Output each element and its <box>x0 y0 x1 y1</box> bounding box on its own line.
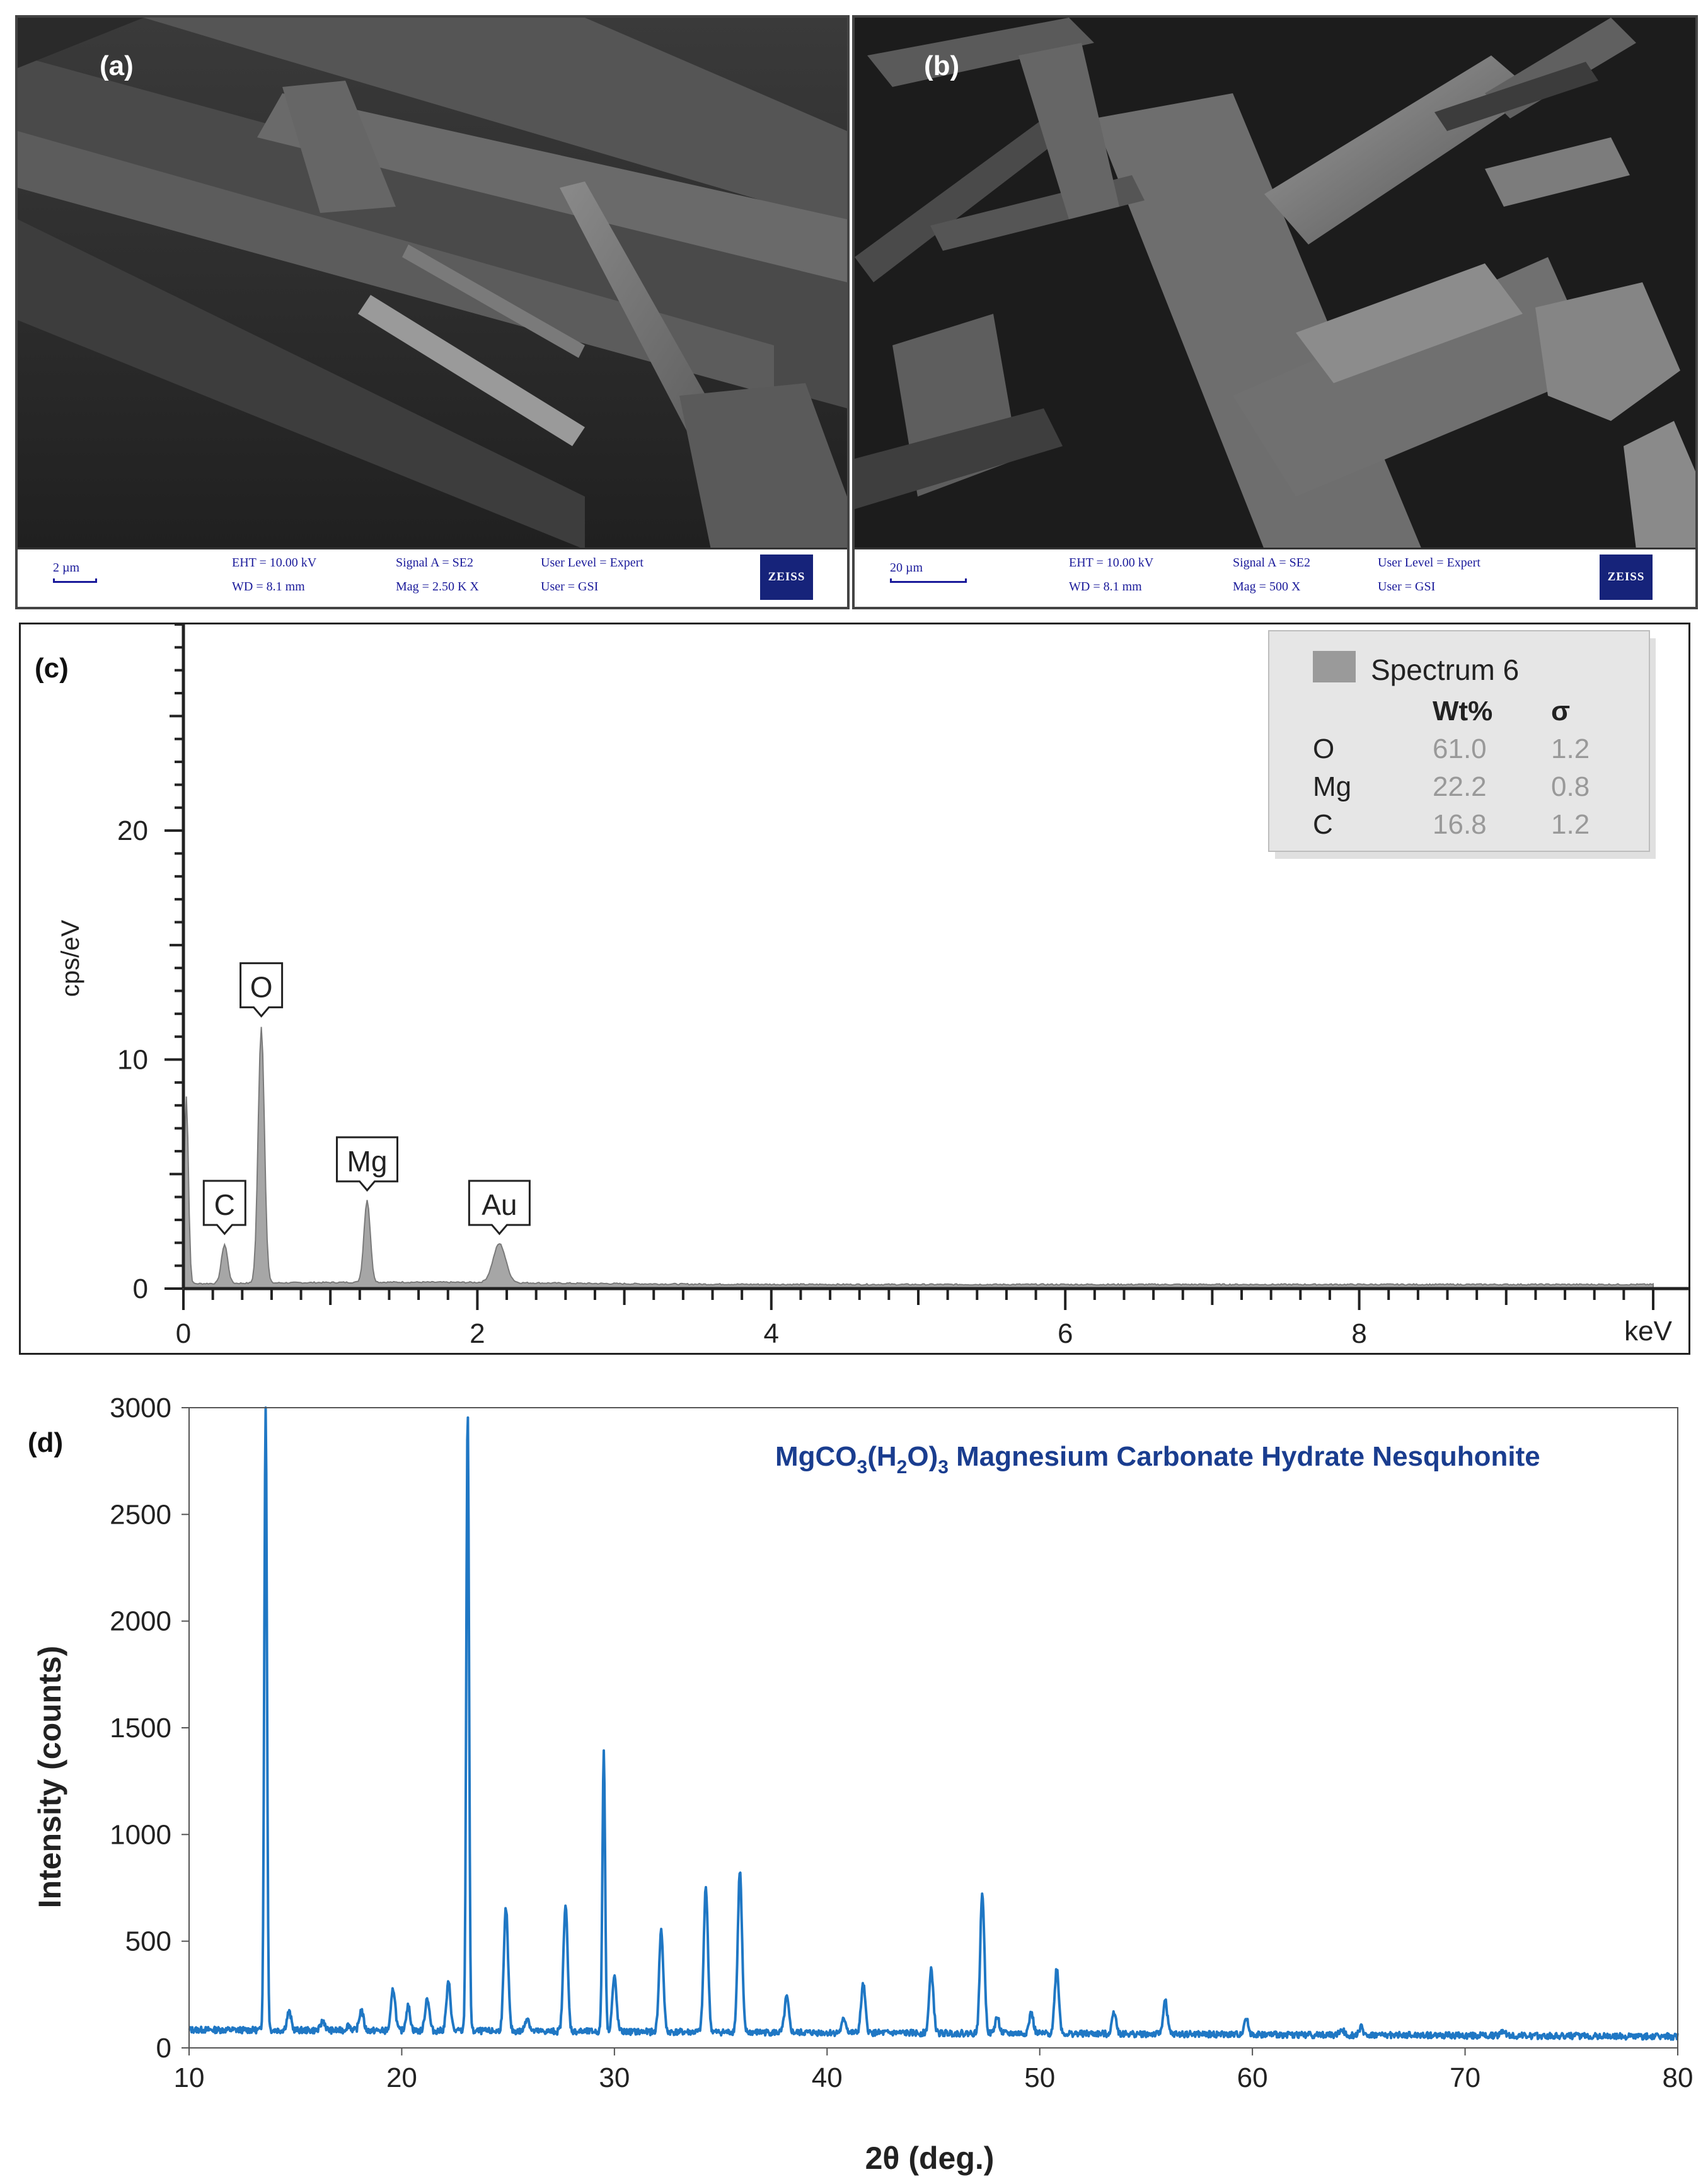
xrd-plot-frame <box>189 1408 1678 2048</box>
legend-series-name: Spectrum 6 <box>1371 653 1520 686</box>
mag-a: Mag = 2.50 K X <box>396 580 479 594</box>
eds-x-tick-label: 4 <box>763 1318 780 1349</box>
scale-bar-label-a: 2 µm <box>53 561 80 575</box>
scale-bar-b <box>890 578 967 583</box>
sem-image-a <box>15 15 850 609</box>
xrd-x-axis-label: 2θ (deg.) <box>865 2141 995 2176</box>
xrd-y-tick-label: 2500 <box>110 1499 171 1531</box>
eds-chart <box>21 624 1688 1353</box>
eds-peak-label-au <box>469 1181 529 1234</box>
signal-a: Signal A = SE2 <box>396 556 473 570</box>
eht-b: EHT = 10.00 kV <box>1069 556 1154 570</box>
eds-x-tick-label: 8 <box>1351 1318 1367 1349</box>
mag-b: Mag = 500 X <box>1233 580 1301 594</box>
scale-bar-label-b: 20 µm <box>890 561 923 575</box>
scale-bar-a <box>53 578 97 583</box>
legend-col-wt: Wt% <box>1433 696 1493 727</box>
eds-peak-label-c <box>204 1181 245 1234</box>
eds-y-tick-label: 10 <box>117 1044 148 1076</box>
xrd-y-tick-label: 1500 <box>110 1713 171 1744</box>
legend-row-element: C <box>1313 809 1333 840</box>
xrd-x-tick-label: 20 <box>386 2062 417 2093</box>
wd-b: WD = 8.1 mm <box>1069 580 1142 594</box>
svg-text:C: C <box>214 1188 235 1221</box>
xrd-x-tick-label: 30 <box>599 2062 630 2093</box>
eds-x-tick-label: 2 <box>470 1318 485 1349</box>
xrd-y-tick-label: 3000 <box>110 1393 171 1423</box>
xrd-title: $MgCO_3(H_2O)_3$ Magnesium Carbonate Hydrate Nesquhonite <box>775 1441 1540 1478</box>
legend-col-sigma: σ <box>1551 696 1571 727</box>
xrd-y-tick-label: 0 <box>156 2033 171 2064</box>
eds-spectrum-area <box>183 1027 1653 1289</box>
legend-swatch <box>1313 651 1356 682</box>
signal-b: Signal A = SE2 <box>1233 556 1310 570</box>
legend-row-wt: 16.8 <box>1433 809 1487 840</box>
svg-text:Au: Au <box>482 1188 517 1221</box>
sem-micrograph-a <box>18 18 847 549</box>
sem-image-b <box>852 15 1698 609</box>
user-level-b: User Level = Expert <box>1378 556 1480 570</box>
xrd-panel-label: (d) <box>28 1427 64 1458</box>
xrd-y-axis-label: Intensity (counts) <box>32 1645 67 1909</box>
xrd-y-tick-label: 500 <box>125 1926 171 1957</box>
xrd-x-tick-label: 60 <box>1237 2062 1268 2093</box>
svg-text:O: O <box>250 970 273 1004</box>
eds-x-tick-label: 6 <box>1057 1318 1073 1349</box>
legend-row-sigma: 1.2 <box>1551 733 1590 764</box>
wd-a: WD = 8.1 mm <box>232 580 305 594</box>
legend-row-wt: 61.0 <box>1433 733 1487 764</box>
xrd-x-tick-label: 10 <box>173 2062 205 2093</box>
eds-panel <box>19 623 1690 1355</box>
zeiss-logo-a: ZEISS <box>760 555 813 600</box>
eds-peak-label-mg <box>337 1137 398 1190</box>
sem-info-bar-b <box>855 548 1695 607</box>
eds-y-tick-label: 20 <box>117 815 148 847</box>
eds-x-unit: keV <box>1624 1316 1672 1347</box>
xrd-x-tick-label: 70 <box>1450 2062 1481 2093</box>
eds-y-tick-label: 0 <box>132 1273 148 1304</box>
legend-row-element: Mg <box>1313 771 1352 802</box>
sem-info-bar-a <box>18 548 847 607</box>
user-a: User = GSI <box>541 580 599 594</box>
sem-micrograph-b <box>855 18 1695 549</box>
xrd-x-tick-label: 80 <box>1662 2062 1694 2093</box>
panel-label-a: (a) <box>100 50 134 81</box>
zeiss-logo-b: ZEISS <box>1600 555 1653 600</box>
legend-row-element: O <box>1313 733 1335 764</box>
legend-row-wt: 22.2 <box>1433 771 1487 802</box>
eht-a: EHT = 10.00 kV <box>232 556 317 570</box>
xrd-pattern-line <box>189 1408 1678 2040</box>
xrd-panel <box>0 1374 1708 2181</box>
xrd-x-tick-label: 40 <box>811 2062 843 2093</box>
svg-text:Mg: Mg <box>347 1144 388 1178</box>
panel-label-b: (b) <box>924 50 960 81</box>
eds-peak-label-o <box>241 963 282 1016</box>
legend-row-sigma: 0.8 <box>1551 771 1590 802</box>
xrd-y-tick-label: 2000 <box>110 1606 171 1637</box>
xrd-x-tick-label: 50 <box>1024 2062 1056 2093</box>
user-level-a: User Level = Expert <box>541 556 643 570</box>
eds-x-tick-label: 0 <box>175 1318 192 1349</box>
eds-y-axis-label: cps/eV <box>57 919 84 997</box>
legend-row-sigma: 1.2 <box>1551 809 1590 840</box>
eds-panel-label: (c) <box>35 653 69 684</box>
user-b: User = GSI <box>1378 580 1436 594</box>
xrd-chart <box>0 1374 1708 2181</box>
eds-legend <box>1269 631 1656 859</box>
xrd-y-tick-label: 1000 <box>110 1819 171 1851</box>
